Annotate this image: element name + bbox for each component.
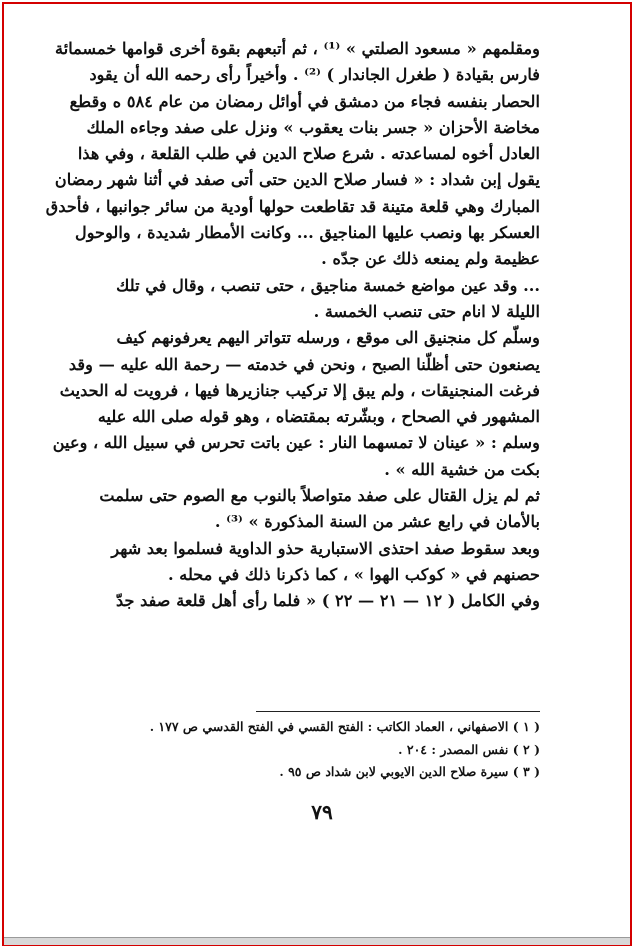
body-line: فرغت المنجنيقات ، ولم يبق إلا تركيب جنازيرها فيها ، فرويت له الحديث bbox=[59, 380, 540, 400]
page-number: ٧٩ bbox=[311, 800, 333, 824]
body-line: يصنعون حتى أظلّنا الصبح ، ونحن في خدمته — رحمة الله عليه — وقد bbox=[68, 354, 540, 374]
body-line: وبعد سقوط صفد احتذى الاستبارية حذو الداوية فسلموا بعد شهر bbox=[111, 538, 540, 558]
body-line: الليلة لا انام حتى تنصب الخمسة . bbox=[313, 301, 540, 321]
body-line: المبارك وهي قلعة متينة قد تقاطعت حولها أودية من سائر جوانبها ، فأحدق bbox=[45, 196, 540, 216]
footnote-1: ( ١ ) الاصفهاني ، العماد الكاتب : الفتح القسي في الفتح القدسي ص ١٧٧ . bbox=[149, 719, 540, 734]
body-line: وفي الكامل ( ١٢ — ٢١ — ٢٢ ) « فلما رأى أهل قلعة صفد جدّ bbox=[115, 591, 540, 611]
body-line: بكت من خشية الله » . bbox=[384, 459, 540, 479]
body-line: ومقلمهم « مسعود الصلتي » ⁽¹⁾ ، ثم أتبعهم بقوة أخرى قوامها خمسمائة bbox=[55, 39, 540, 58]
body-line: عظيمة ولم يمنعه ذلك عن جدّه . bbox=[321, 249, 540, 269]
body-line: وسلم : « عينان لا تمسهما النار : عين باتت تحرس في سبيل الله ، وعين bbox=[52, 433, 540, 453]
body-line: المشهور في الصحاح ، وبشّرته بمقتضاه ، وهو قوله صلى الله عليه bbox=[97, 407, 540, 427]
body-line: العادل أخوه لمساعدته . شرع صلاح الدين في طلب القلعة ، وفي هذا bbox=[77, 144, 540, 164]
footnotes bbox=[149, 716, 540, 784]
body-line: فارس بقيادة ( طغرل الجاندار ) ⁽²⁾ . وأخيراً رأى رحمه الله أن يقود bbox=[89, 65, 540, 85]
body-text bbox=[45, 36, 540, 615]
body-line: يقول إبن شداد : « فسار صلاح الدين حتى أتى صفد في أثنا شهر رمضان bbox=[54, 170, 540, 190]
body-line: ثم لم يزل القتال على صفد متواصلاً بالنوب مع الصوم حتى سلمت bbox=[99, 486, 540, 506]
body-line: بالأمان في رابع عشر من السنة المذكورة » ⁽³⁾ . bbox=[214, 512, 540, 532]
body-line: وسلّم كل منجنيق الى موقع ، ورسله تتواتر اليهم يعرفونهم كيف bbox=[116, 328, 540, 348]
page-bottom-edge bbox=[4, 937, 630, 945]
body-line: العسكر بها ونصب عليها المناجيق ... وكانت الأمطار شديدة ، والوحول bbox=[74, 223, 540, 243]
footnote-3: ( ٣ ) سيرة صلاح الدين الايوبي لابن شداد ص ٩٥ . bbox=[279, 764, 540, 779]
footnote-2: ( ٢ ) نفس المصدر : ٢٠٤ . bbox=[398, 741, 540, 757]
body-line: مخاضة الأحزان « جسر بنات يعقوب » ونزل على صفد وجاءه الملك bbox=[86, 117, 540, 137]
body-line: ... وقد عين مواضع خمسة مناجيق ، حتى تنصب ، وقال في تلك bbox=[116, 275, 540, 295]
body-line: الحصار بنفسه فجاء من دمشق في أوائل رمضان من عام ٥٨٤ ه وقطع bbox=[69, 91, 540, 111]
body-line: حصنهم في « كوكب الهوا » ، كما ذكرنا ذلك في محله . bbox=[168, 564, 540, 584]
footnote-separator bbox=[256, 711, 540, 712]
